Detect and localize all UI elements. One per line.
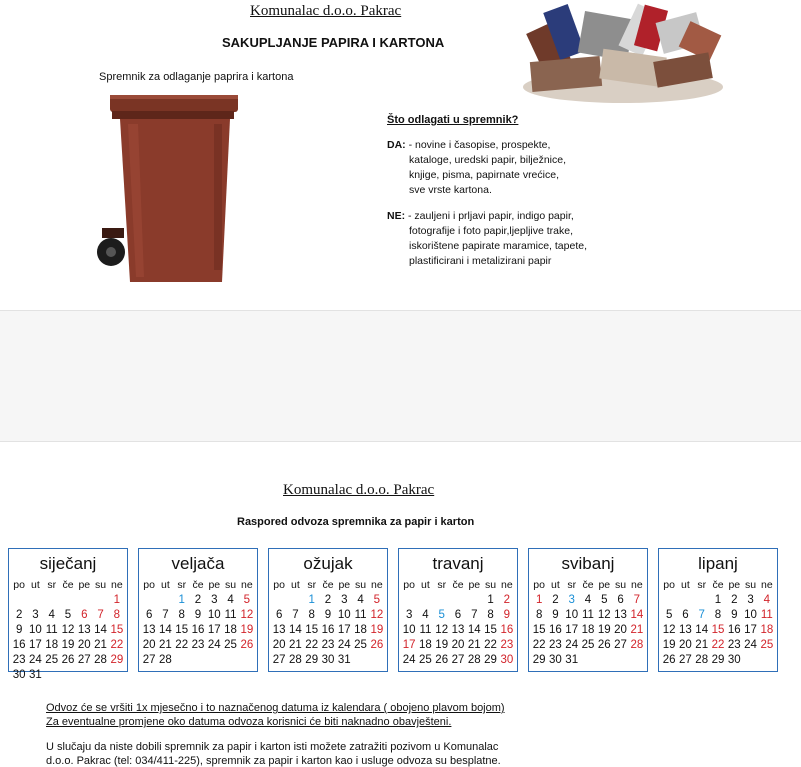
day-cell: 4 (763, 594, 771, 606)
weekday-header: sr (47, 579, 57, 591)
day-cell: 3 (211, 594, 218, 606)
day-cell: 12 (597, 609, 611, 621)
weekday-header: če (452, 579, 464, 591)
empty-cell (11, 593, 27, 608)
day-cell: 5 (243, 594, 251, 606)
day-cell: 19 (597, 624, 611, 636)
day-cell: 23 (321, 639, 335, 651)
waste-bin-image (98, 92, 248, 288)
flyer-title: SAKUPLJANJE PAPIRA I KARTONA (222, 35, 445, 50)
day-cell: 19 (435, 639, 449, 651)
day-cell: 11 (45, 624, 58, 636)
empty-cell (287, 593, 303, 608)
day-cell: 12 (662, 624, 676, 636)
weekday-header: sr (177, 579, 187, 591)
weekday-header: ut (551, 579, 560, 591)
day-cell: 7 (162, 609, 169, 621)
day-cell: 25 (354, 639, 367, 651)
day-cell: 23 (549, 639, 562, 651)
weekday-header: ut (161, 579, 170, 591)
day-cell: 24 (207, 639, 221, 651)
day-cell: 6 (81, 609, 88, 621)
weekday-header: po (13, 579, 25, 591)
day-cell: 17 (744, 624, 757, 636)
day-cell: 27 (614, 639, 627, 651)
day-cell: 27 (142, 654, 156, 666)
weekday-header: če (582, 579, 594, 591)
day-cell: 14 (159, 624, 172, 636)
day-cell: 5 (373, 594, 381, 606)
day-cell: 6 (145, 609, 153, 621)
day-cell: 21 (94, 639, 107, 651)
day-cell: 14 (289, 624, 302, 636)
empty-cell (694, 593, 710, 608)
month-calendar (268, 548, 388, 672)
day-cell: 2 (503, 594, 511, 606)
day-cell: 3 (341, 594, 348, 606)
weekday-header: sr (697, 579, 707, 591)
month-calendar (138, 548, 258, 672)
day-cell: 21 (467, 639, 481, 651)
day-cell: 8 (178, 609, 185, 621)
no-list (387, 209, 587, 269)
weekday-header: ne (631, 579, 643, 591)
empty-cell (661, 593, 677, 608)
day-cell: 22 (532, 639, 546, 651)
scan-gap (0, 310, 801, 442)
day-cell: 5 (438, 609, 445, 621)
empty-cell (271, 593, 287, 608)
day-cell: 22 (711, 639, 725, 651)
day-cell: 7 (292, 609, 299, 621)
day-cell: 26 (370, 639, 384, 651)
day-cell: 13 (272, 624, 286, 636)
day-cell: 9 (731, 609, 738, 621)
weekday-header: pe (78, 579, 91, 591)
day-cell: 10 (337, 609, 351, 621)
day-cell: 11 (354, 609, 367, 621)
day-cell: 4 (48, 609, 55, 621)
day-cell: 1 (487, 594, 494, 606)
month-calendar (658, 548, 778, 672)
day-cell: 19 (662, 639, 676, 651)
weekday-header: po (403, 579, 415, 591)
empty-cell (44, 593, 60, 608)
day-cell: 8 (714, 609, 722, 621)
day-cell: 2 (552, 594, 559, 606)
day-cell: 21 (695, 639, 709, 651)
day-cell: 2 (324, 594, 332, 606)
question-heading: Što odlagati u spremnik? (387, 114, 519, 126)
day-cell: 18 (581, 624, 595, 636)
day-cell: 28 (695, 654, 709, 666)
day-cell: 9 (552, 609, 559, 621)
month-name: lipanj (698, 554, 738, 573)
day-cell: 13 (614, 609, 627, 621)
day-cell: 12 (435, 624, 449, 636)
day-cell: 7 (97, 609, 104, 621)
day-cell: 17 (565, 624, 579, 636)
day-cell: 11 (760, 609, 773, 621)
day-cell: 27 (77, 654, 91, 666)
weekday-header: ne (371, 579, 383, 591)
day-cell: 5 (601, 594, 608, 606)
day-cell: 20 (614, 624, 627, 636)
day-cell: 23 (191, 639, 205, 651)
day-cell: 12 (240, 609, 254, 621)
day-cell: 14 (467, 624, 481, 636)
day-cell: 2 (15, 609, 23, 621)
day-cell: 30 (500, 654, 514, 666)
weekday-header: pe (728, 579, 741, 591)
day-cell: 10 (29, 624, 42, 636)
weekday-header: po (273, 579, 285, 591)
day-cell: 21 (159, 639, 172, 651)
day-cell: 31 (565, 654, 579, 666)
day-cell: 4 (227, 594, 234, 606)
day-cell: 11 (582, 609, 594, 621)
day-cell: 1 (113, 594, 121, 606)
yes-list (387, 138, 566, 198)
day-grid (531, 578, 645, 668)
empty-cell (466, 593, 482, 608)
day-cell: 3 (747, 594, 754, 606)
day-cell: 20 (451, 639, 465, 651)
day-cell: 25 (581, 639, 595, 651)
weekday-header: ut (421, 579, 430, 591)
weekday-header: ne (111, 579, 123, 591)
day-cell: 15 (305, 624, 319, 636)
day-cell: 31 (337, 654, 351, 666)
day-cell: 3 (405, 609, 413, 621)
day-cell: 6 (617, 594, 624, 606)
day-cell: 21 (630, 624, 644, 636)
weekday-header: če (192, 579, 204, 591)
day-cell: 13 (451, 624, 465, 636)
day-cell: 18 (354, 624, 367, 636)
month-name: veljača (171, 554, 225, 573)
weekday-header: su (615, 579, 627, 591)
day-cell: 30 (727, 654, 741, 666)
month-calendar (398, 548, 518, 672)
day-cell: 26 (240, 639, 254, 651)
day-cell: 28 (94, 654, 107, 666)
empty-cell (434, 593, 450, 608)
weekday-header: su (225, 579, 237, 591)
day-cell: 15 (711, 624, 725, 636)
day-grid (401, 578, 515, 668)
day-cell: 25 (224, 639, 237, 651)
month-name: travanj (432, 554, 484, 573)
day-cell: 20 (272, 639, 286, 651)
day-cell: 20 (679, 639, 692, 651)
day-cell: 29 (305, 654, 319, 666)
day-cell: 27 (451, 654, 465, 666)
pickup-note-line: Za eventualne promjene oko datuma odvoza korisnici će biti naknadno obavješteni. (46, 716, 452, 728)
yes-line: - novine i časopise, prospekte, (408, 139, 551, 151)
day-cell: 7 (698, 609, 705, 621)
day-cell: 9 (503, 609, 511, 621)
day-cell: 24 (402, 654, 416, 666)
day-cell: 18 (45, 639, 59, 651)
empty-cell (401, 593, 417, 608)
day-cell: 28 (159, 654, 172, 666)
day-cell: 18 (224, 624, 237, 636)
weekday-header: ne (501, 579, 513, 591)
day-cell: 1 (714, 594, 722, 606)
weekday-header: sr (437, 579, 447, 591)
weekday-header: če (712, 579, 724, 591)
no-line: - zauljeni i prljavi papir, indigo papir, (408, 210, 574, 222)
weekday-header: po (533, 579, 545, 591)
day-cell: 15 (110, 624, 124, 636)
day-cell: 7 (471, 609, 478, 621)
weekday-header: če (62, 579, 74, 591)
day-cell: 29 (110, 654, 124, 666)
info-paragraph-line: d.o.o. Pakrac (tel: 034/411-225), spremnik za papir i karton kao i usluge odvoza su besplatne. (46, 755, 501, 767)
day-cell: 14 (630, 609, 644, 621)
weekday-header: sr (307, 579, 317, 591)
empty-cell (450, 593, 466, 608)
day-grid (11, 578, 125, 683)
month-calendar (528, 548, 648, 672)
empty-cell (677, 593, 693, 608)
day-cell: 6 (682, 609, 689, 621)
day-cell: 25 (419, 654, 432, 666)
yes-line: kataloge, uredski papir, bilježnice, (409, 154, 567, 166)
day-cell: 20 (77, 639, 91, 651)
day-cell: 16 (500, 624, 514, 636)
day-cell: 23 (500, 639, 514, 651)
no-line: fotografije i foto papir,ljepljive trake, (409, 225, 574, 237)
day-cell: 28 (467, 654, 481, 666)
month-name: ožujak (303, 554, 353, 573)
company-name-bottom: Komunalac d.o.o. Pakrac (283, 482, 435, 498)
weekday-header: su (485, 579, 497, 591)
weekday-header: su (745, 579, 757, 591)
day-cell: 9 (194, 609, 202, 621)
day-cell: 16 (549, 624, 562, 636)
empty-cell (417, 593, 433, 608)
day-cell: 30 (549, 654, 562, 666)
day-cell: 10 (744, 609, 757, 621)
weekday-header: sr (567, 579, 577, 591)
empty-cell (76, 593, 92, 608)
day-cell: 31 (29, 669, 42, 681)
empty-cell (157, 593, 173, 608)
no-line: iskorištene papirate maramice, tapete, (409, 240, 588, 252)
weekday-header: pe (598, 579, 611, 591)
day-cell: 25 (760, 639, 774, 651)
pickup-note-line: Odvoz će se vršiti 1x mjesečno i to naznačenog datuma iz kalendara ( obojeno plavom bojom) (46, 702, 505, 714)
day-cell: 26 (435, 654, 449, 666)
day-cell: 6 (454, 609, 462, 621)
day-cell: 21 (289, 639, 302, 651)
day-cell: 9 (324, 609, 332, 621)
day-cell: 18 (419, 639, 432, 651)
weekday-header: ut (681, 579, 690, 591)
weekday-header: ne (761, 579, 773, 591)
day-cell: 19 (61, 639, 75, 651)
day-cell: 14 (94, 624, 107, 636)
day-cell: 8 (487, 609, 494, 621)
day-grid (141, 578, 255, 668)
weekday-header: ut (291, 579, 300, 591)
day-cell: 15 (484, 624, 497, 636)
day-cell: 2 (731, 594, 738, 606)
day-grid (661, 578, 775, 668)
day-cell: 26 (61, 654, 75, 666)
day-cell: 27 (272, 654, 286, 666)
day-cell: 18 (760, 624, 774, 636)
day-cell: 17 (402, 639, 416, 651)
weekday-header: pe (208, 579, 221, 591)
weekday-header: ne (241, 579, 253, 591)
month-calendar (8, 548, 128, 681)
day-cell: 4 (357, 594, 364, 606)
day-cell: 13 (77, 624, 91, 636)
weekday-header: če (322, 579, 334, 591)
day-cell: 11 (419, 624, 432, 636)
day-cell: 28 (630, 639, 644, 651)
day-cell: 19 (370, 624, 384, 636)
no-label: NE: (387, 210, 406, 222)
day-cell: 4 (422, 609, 429, 621)
yes-line: knjige, pisma, papirnate vrećice, (409, 169, 559, 181)
yes-line: sve vrste kartona. (409, 184, 492, 196)
day-cell: 22 (110, 639, 124, 651)
day-cell: 13 (679, 624, 692, 636)
month-name: svibanj (561, 554, 615, 573)
weekday-header: su (355, 579, 367, 591)
day-cell: 14 (695, 624, 709, 636)
day-cell: 30 (12, 669, 26, 681)
day-cell: 1 (178, 594, 185, 606)
empty-cell (141, 593, 157, 608)
day-cell: 29 (532, 654, 546, 666)
weekday-header: po (663, 579, 675, 591)
weekday-header: su (95, 579, 107, 591)
day-cell: 29 (484, 654, 497, 666)
day-cell: 10 (207, 609, 221, 621)
weekday-header: pe (468, 579, 481, 591)
info-paragraph-line: U slučaju da niste dobili spremnik za papir i karton isti možete zatražiti pozivom u Komunalac (46, 741, 499, 753)
day-cell: 9 (15, 624, 23, 636)
day-cell: 25 (45, 654, 59, 666)
day-cell: 15 (175, 624, 189, 636)
empty-cell (92, 593, 108, 608)
day-cell: 8 (535, 609, 543, 621)
day-cell: 16 (727, 624, 741, 636)
paper-pile-image (515, 3, 725, 106)
day-cell: 26 (597, 639, 611, 651)
empty-cell (60, 593, 76, 608)
day-cell: 24 (337, 639, 351, 651)
day-cell: 5 (64, 609, 72, 621)
day-cell: 16 (191, 624, 205, 636)
day-cell: 1 (308, 594, 315, 606)
day-cell: 3 (568, 594, 575, 606)
yes-label: DA: (387, 139, 406, 151)
weekday-header: pe (338, 579, 351, 591)
day-cell: 22 (305, 639, 319, 651)
day-cell: 23 (727, 639, 741, 651)
day-cell: 29 (711, 654, 725, 666)
empty-cell (27, 593, 43, 608)
company-name-top: Komunalac d.o.o. Pakrac (250, 3, 402, 19)
day-cell: 23 (12, 654, 26, 666)
day-cell: 20 (142, 639, 156, 651)
day-cell: 12 (61, 624, 75, 636)
day-cell: 10 (565, 609, 579, 621)
day-cell: 24 (29, 654, 42, 666)
day-cell: 8 (113, 609, 121, 621)
day-cell: 27 (679, 654, 692, 666)
day-cell: 19 (240, 624, 254, 636)
day-cell: 4 (584, 594, 592, 606)
no-line: plastificirani i metalizirani papir (409, 255, 552, 267)
day-cell: 1 (535, 594, 543, 606)
day-cell: 30 (321, 654, 335, 666)
day-cell: 26 (662, 654, 676, 666)
day-cell: 13 (142, 624, 156, 636)
weekday-header: po (143, 579, 155, 591)
day-cell: 24 (565, 639, 579, 651)
day-cell: 3 (32, 609, 39, 621)
day-cell: 10 (402, 624, 416, 636)
day-cell: 16 (12, 639, 26, 651)
day-cell: 15 (532, 624, 546, 636)
day-cell: 17 (29, 639, 42, 651)
day-cell: 17 (207, 624, 221, 636)
day-cell: 22 (175, 639, 189, 651)
day-cell: 12 (370, 609, 384, 621)
day-cell: 11 (224, 609, 237, 621)
schedule-title: Raspored odvoza spremnika za papir i karton (237, 516, 475, 528)
day-cell: 5 (665, 609, 673, 621)
day-cell: 2 (194, 594, 202, 606)
day-cell: 16 (321, 624, 335, 636)
weekday-header: ut (31, 579, 40, 591)
day-cell: 22 (484, 639, 497, 651)
day-grid (271, 578, 385, 668)
day-cell: 6 (275, 609, 283, 621)
month-name: siječanj (39, 554, 97, 573)
day-cell: 17 (337, 624, 351, 636)
day-cell: 7 (633, 594, 641, 606)
day-cell: 8 (308, 609, 315, 621)
bin-caption: Spremnik za odlaganje paprira i kartona (99, 71, 294, 83)
day-cell: 24 (744, 639, 757, 651)
day-cell: 28 (289, 654, 302, 666)
